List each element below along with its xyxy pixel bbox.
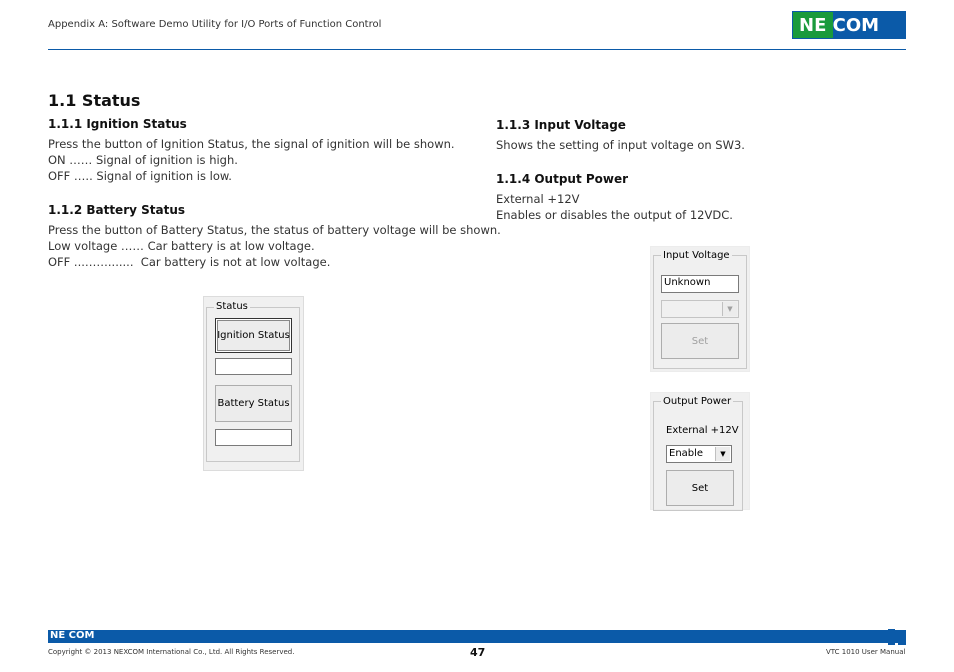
footer-manual: VTC 1010 User Manual	[826, 648, 906, 656]
output-power-combo[interactable]	[666, 445, 732, 463]
ignition-line-1: Press the button of Ignition Status, the signal of ignition will be shown.	[48, 137, 455, 151]
output-power-heading: 1.1.4 Output Power	[496, 172, 629, 186]
header-rule	[48, 49, 906, 50]
footer-copyright: Copyright © 2013 NEXCOM International Co., Ltd. All Rights Reserved.	[48, 648, 295, 656]
input-voltage-field[interactable]: Unknown	[661, 275, 739, 293]
input-voltage-heading: 1.1.3 Input Voltage	[496, 118, 626, 132]
header-text: Appendix A: Software Demo Utility for I/O Ports of Function Control	[48, 19, 382, 30]
page-number: 47	[470, 646, 486, 659]
battery-line-3: OFF ...……....... Car battery is not at low voltage.	[48, 255, 331, 269]
status-group-title: Status	[216, 301, 248, 312]
battery-status-button[interactable]: Battery Status	[215, 385, 292, 422]
logo-text: NE COM	[799, 15, 880, 36]
input-voltage-set-button[interactable]: Set	[661, 323, 739, 359]
footer-logo: NE COM	[50, 630, 95, 641]
footer-square-icon	[888, 637, 895, 645]
input-voltage-panel	[650, 246, 750, 372]
footer-bar	[48, 630, 906, 643]
output-power-line-2: Enables or disables the output of 12VDC.	[496, 208, 733, 222]
status-panel	[203, 296, 304, 471]
section-title: 1.1 Status	[48, 91, 141, 110]
ignition-heading: 1.1.1 Ignition Status	[48, 117, 187, 131]
ignition-status-field[interactable]	[215, 358, 292, 375]
nexcom-logo	[792, 11, 906, 39]
battery-line-2: Low voltage …… Car battery is at low voltage.	[48, 239, 315, 253]
ignition-line-3: OFF ….. Signal of ignition is low.	[48, 169, 232, 183]
output-power-group-title: Output Power	[663, 396, 732, 407]
output-power-panel	[650, 392, 750, 510]
battery-line-1: Press the button of Battery Status, the status of battery voltage will be shown.	[48, 223, 501, 237]
battery-heading: 1.1.2 Battery Status	[48, 203, 186, 217]
footer-square-icon	[898, 637, 906, 645]
ignition-line-2: ON …… Signal of ignition is high.	[48, 153, 238, 167]
output-power-line-1: External +12V	[496, 192, 580, 206]
input-voltage-group-title: Input Voltage	[663, 250, 730, 261]
ignition-status-button[interactable]: Ignition Status	[215, 318, 292, 353]
output-power-combo-value: Enable	[669, 448, 704, 459]
output-power-set-button[interactable]: Set	[666, 470, 734, 506]
chevron-down-icon: ▼	[722, 302, 737, 316]
footer-square-icon	[888, 629, 895, 636]
input-voltage-combo[interactable]	[661, 300, 739, 318]
battery-status-field[interactable]	[215, 429, 292, 446]
chevron-down-icon: ▼	[715, 447, 730, 461]
external-12v-label: External +12V	[666, 425, 739, 436]
input-voltage-line-1: Shows the setting of input voltage on SW3.	[496, 138, 745, 152]
